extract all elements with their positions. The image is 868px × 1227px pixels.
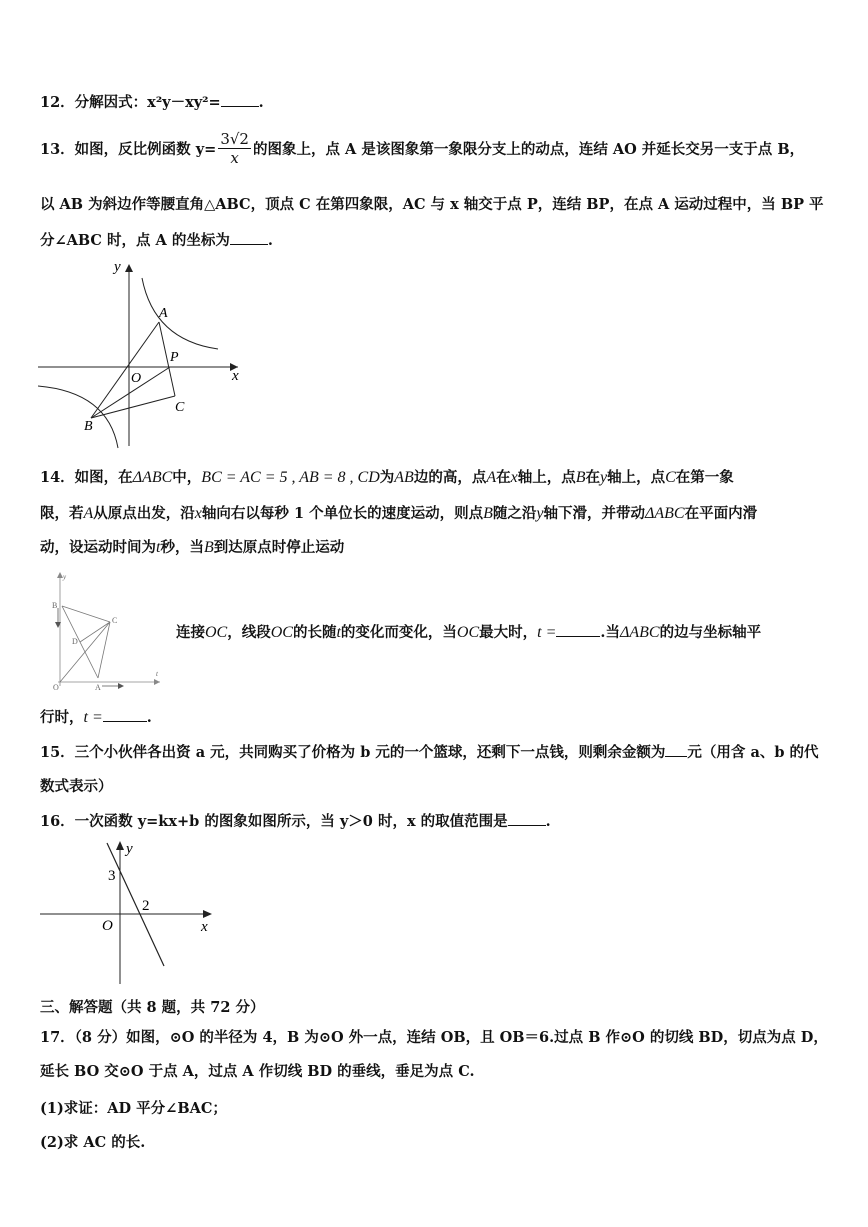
label-x: x: [201, 919, 208, 935]
question-17-part1: (1)求证：AD 平分∠BAC；: [40, 1100, 227, 1117]
q16-text: 16．一次函数 y=kx+b 的图象如图所示，当 y＞0 时，x 的取值范围是: [40, 813, 508, 830]
label-y: y: [63, 573, 67, 581]
q14-text: 连接: [176, 624, 205, 641]
q13-line3-text: 分∠ABC 时，点 A 的坐标为: [40, 232, 230, 249]
q14-text: .: [146, 709, 152, 726]
y-axis-arrow-icon: [116, 841, 124, 850]
fraction-numerator: 3√2: [220, 130, 249, 148]
label-D: D: [72, 637, 78, 646]
q12-suffix: .: [258, 94, 264, 111]
x-axis-arrow-icon: [154, 679, 160, 685]
label-B: B: [84, 419, 93, 434]
hyperbola-branch-3: [38, 386, 118, 448]
q14-text: 行时，: [40, 709, 84, 726]
q14-text: 14．如图，在: [40, 469, 133, 486]
q14-math: OC: [205, 624, 228, 641]
question-17-line1: 17．（8 分）如图，⊙O 的半径为 4，B 为⊙O 外一点，连结 OB，且 OB＝6.过点 B 作⊙O 的切线 BD，切点为点 D，: [40, 1029, 828, 1046]
q14-text: 在: [585, 469, 600, 486]
q14-text: 在平面内滑: [684, 505, 758, 522]
q15-text: 元（用含 a、b 的代: [687, 744, 819, 761]
question-14-line1: [40, 466, 734, 487]
q14-math: OC: [270, 624, 293, 641]
q14-math: t: [156, 539, 161, 556]
q14-math: t: [336, 624, 341, 641]
answer-blank: [665, 744, 687, 757]
answer-blank: [556, 624, 600, 637]
q14-text: 动，设运动时间为: [40, 539, 156, 556]
label-O: O: [53, 683, 59, 690]
q15-text: 15．三个小伙伴各出资 a 元，共同购买了价格为 b 元的一个篮球，还剩下一点钱，则剩余金额为: [40, 744, 666, 761]
q14-math: ΔABC: [132, 469, 173, 486]
q14-text: 从原点出发，沿: [93, 505, 195, 522]
label-O: O: [131, 371, 142, 386]
question-13-line1: [40, 130, 804, 167]
q14-text: .当: [600, 624, 620, 641]
question-13-line3: [40, 229, 273, 250]
section-3-heading: 三、解答题（共 8 题，共 72 分）: [40, 999, 265, 1016]
right-arrow-icon: [118, 683, 124, 689]
q14-text: 限，若: [40, 505, 84, 522]
hyperbola-branch-1: [142, 278, 218, 349]
q14-text: 的边与坐标轴平: [659, 624, 762, 641]
label-x: x: [232, 368, 239, 384]
fraction-denominator: x: [230, 149, 239, 167]
answer-blank: [230, 232, 268, 245]
q14-text: 轴上，点: [607, 469, 666, 486]
q14-math: BC = AC = 5 , AB = 8 , CD: [201, 469, 380, 486]
question-12: [40, 91, 264, 112]
q14-math: y: [536, 505, 544, 522]
segment-CD: [80, 622, 110, 642]
q14-math: B: [203, 539, 214, 556]
label-C: C: [175, 400, 185, 415]
answer-blank: [508, 813, 546, 826]
q14-text: 的变化而变化，当: [340, 624, 457, 641]
q14-math: y: [600, 469, 608, 486]
q13-figure: [38, 258, 244, 450]
answer-blank: [221, 94, 259, 107]
q13-prefix: 13．如图，反比例函数 y=: [40, 141, 217, 158]
q14-text: 的长随: [292, 624, 337, 641]
segment-OC: [60, 622, 110, 682]
label-y: y: [126, 841, 133, 857]
q14-text: 中，: [172, 469, 202, 486]
question-16: [40, 810, 551, 831]
x-axis-arrow-icon: [203, 910, 212, 918]
q14-figure: [50, 570, 165, 690]
q14-math: C: [665, 469, 676, 486]
answer-blank: [103, 709, 147, 722]
label-t: t: [156, 670, 158, 678]
q14-text: 边的高，点: [413, 469, 487, 486]
q14-text: 轴向右以每秒 1 个单位长的速度运动，则点: [201, 505, 484, 522]
q14-text: 为: [379, 469, 395, 486]
label-P: P: [170, 350, 179, 365]
label-O: O: [102, 918, 113, 934]
q14-text: ，线段: [227, 624, 271, 641]
q14-text: 轴下滑，并带动: [543, 505, 645, 522]
label-y: y: [114, 259, 121, 275]
question-15-line2: 数式表示）: [40, 778, 113, 795]
question-14-line4: [176, 621, 761, 642]
q14-math: t =: [537, 624, 557, 641]
q14-math: OC: [456, 624, 480, 641]
q14-text: 在第一象: [675, 469, 734, 486]
q13-suffix: .: [267, 232, 273, 249]
q14-text: 最大时，: [479, 624, 538, 641]
q14-math: AB: [394, 469, 414, 486]
label-A: A: [95, 683, 101, 690]
segment-BC: [91, 396, 175, 418]
q14-text: 到达原点时停止运动: [213, 539, 345, 556]
linear-function-line: [107, 843, 164, 966]
q14-math: x: [194, 505, 202, 522]
label-C: C: [112, 616, 118, 625]
label-3: 3: [108, 868, 116, 884]
question-17-line2: 延长 BO 交⊙O 于点 A，过点 A 作切线 BD 的垂线，垂足为点 C.: [40, 1063, 475, 1080]
q14-math: ΔABC: [619, 624, 660, 641]
label-2: 2: [142, 898, 150, 914]
question-14-line5: [40, 706, 152, 727]
question-13-line2: 以 AB 为斜边作等腰直角△ABC，顶点 C 在第四象限，AC 与 x 轴交于点 P，连结 BP，在点 A 运动过程中，当 BP 平: [40, 196, 824, 213]
q14-math: A: [83, 505, 94, 522]
question-15-line1: [40, 741, 819, 762]
label-A: A: [159, 306, 168, 321]
q14-math: B: [575, 469, 586, 486]
q14-math: A: [486, 469, 497, 486]
q13-line1-rest: 的图象上，点 A 是该图象第一象限分支上的动点，连结 AO 并延长交另一支于点 B，: [252, 141, 805, 158]
q14-math: B: [483, 505, 493, 522]
question-14-line2: [40, 502, 757, 523]
q14-text: 随之沿: [492, 505, 537, 522]
q14-text: 秒，当: [160, 539, 204, 556]
q12-text: 12．分解因式：x²y－xy²=: [40, 94, 221, 111]
q14-text: 轴上，点: [517, 469, 576, 486]
label-B: B: [52, 601, 58, 610]
question-17-part2: (2)求 AC 的长.: [40, 1134, 146, 1151]
q16-figure: [38, 838, 218, 988]
q14-text: 在: [496, 469, 511, 486]
y-axis-arrow-icon: [125, 264, 133, 272]
q14-math: ΔABC: [644, 505, 685, 522]
segment-CA: [98, 622, 110, 678]
question-14-line3: [40, 536, 344, 557]
q16-suffix: .: [545, 813, 551, 830]
q13-fraction: [218, 130, 251, 167]
q14-math: x: [510, 469, 518, 486]
q14-math: t =: [83, 709, 103, 726]
segment-AB: [91, 322, 159, 418]
